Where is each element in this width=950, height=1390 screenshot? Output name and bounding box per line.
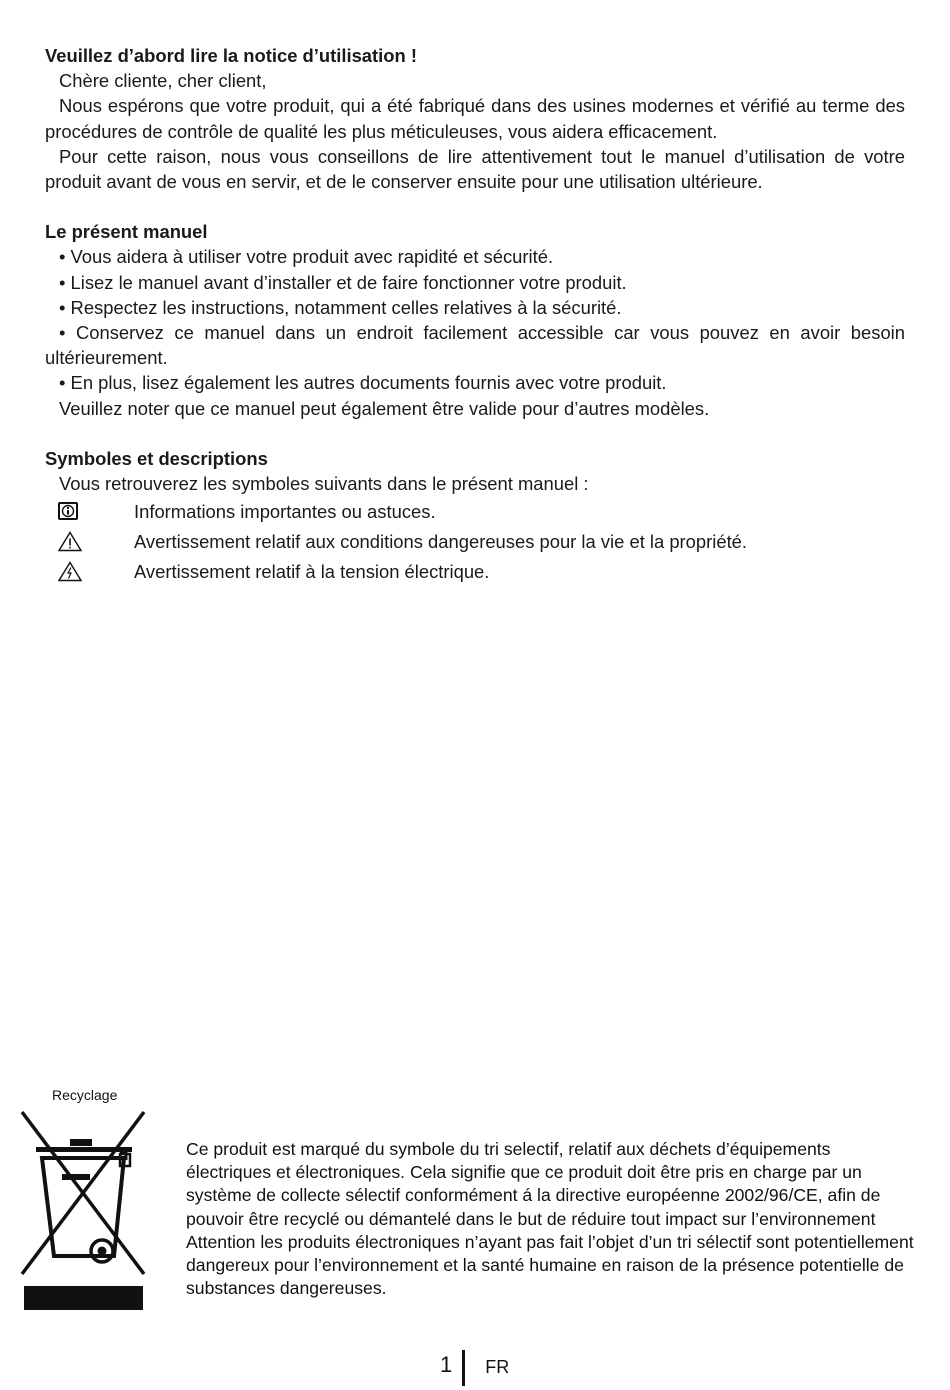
- recycling-text: Ce produit est marqué du symbole du tri selectif, relatif aux déchets d’équipements électriques et électroniques. Cela signifie que ce produit doit être pris en charge par un système de collecte sélectif conformément á la directive européenne 2002/96/CE, afin de pouvoir être recyclé ou démantelé dans le but de réduire tout impact sur l’environnement Attention les produits électroniques n’ayant pas fait l’objet d’un tri sélectif sont potentiellement dangereux pour l’environnement et la santé humaine en raison de la présence potentielle de substances dangereuses.: [186, 1139, 914, 1299]
- symbol-row: [45, 496, 905, 526]
- symbol-description: Avertissement relatif à la tension électrique.: [134, 560, 490, 582]
- intro-paragraph: Nous espérons que votre produit, qui a été fabriqué dans des usines modernes et vérifié au terme des procédures de contrôle de qualité les plus méticuleuses, vous aidera efficacement.: [45, 95, 905, 142]
- recycling-label: Recyclage: [52, 1087, 118, 1103]
- warning-icon: [45, 531, 134, 552]
- bullet-item: • Respectez les instructions, notamment celles relatives à la sécurité.: [59, 296, 622, 318]
- symbol-description: Avertissement relatif aux conditions dangereuses pour la vie et la propriété.: [134, 530, 748, 552]
- info-icon: [45, 502, 134, 520]
- manual-heading: Le présent manuel: [45, 221, 208, 243]
- page-number: 1: [440, 1352, 453, 1377]
- bullet-item: • Vous aidera à utiliser votre produit avec rapidité et sécurité.: [59, 246, 554, 268]
- symbol-row: [45, 526, 905, 556]
- intro-heading: Veuillez d’abord lire la notice d’utilisation !: [45, 45, 417, 66]
- greeting: Chère cliente, cher client,: [59, 70, 267, 92]
- symbol-row: [45, 556, 905, 586]
- symbols-heading: Symboles et descriptions: [45, 447, 268, 469]
- intro-paragraph: Pour cette raison, nous vous conseillons de lire attentivement tout le manuel d’utilisation de votre produit avant de vous en servir, et de le conserver ensuite pour une utilisation ultérieure.: [45, 145, 905, 193]
- manual-content: [45, 43, 905, 586]
- page-footer: [440, 1350, 509, 1390]
- bullet-item: • Conservez ce manuel dans un endroit facilement accessible car vous pouvez en avoir besoin ultérieurement.: [45, 322, 905, 369]
- manual-note: Veuillez noter que ce manuel peut également être valide pour d’autres modèles.: [59, 397, 710, 419]
- footer-divider: [462, 1350, 465, 1386]
- bullet-item: • Lisez le manuel avant d’installer et de faire fonctionner votre produit.: [59, 271, 627, 293]
- symbol-description: Informations importantes ou astuces.: [134, 500, 436, 522]
- language-code: FR: [485, 1357, 510, 1377]
- electric-warning-icon: [45, 561, 134, 582]
- bullet-item: • En plus, lisez également les autres documents fournis avec votre produit.: [59, 372, 667, 394]
- symbols-intro: Vous retrouverez les symboles suivants dans le présent manuel :: [59, 473, 589, 495]
- crossed-bin-icon: [16, 1108, 150, 1312]
